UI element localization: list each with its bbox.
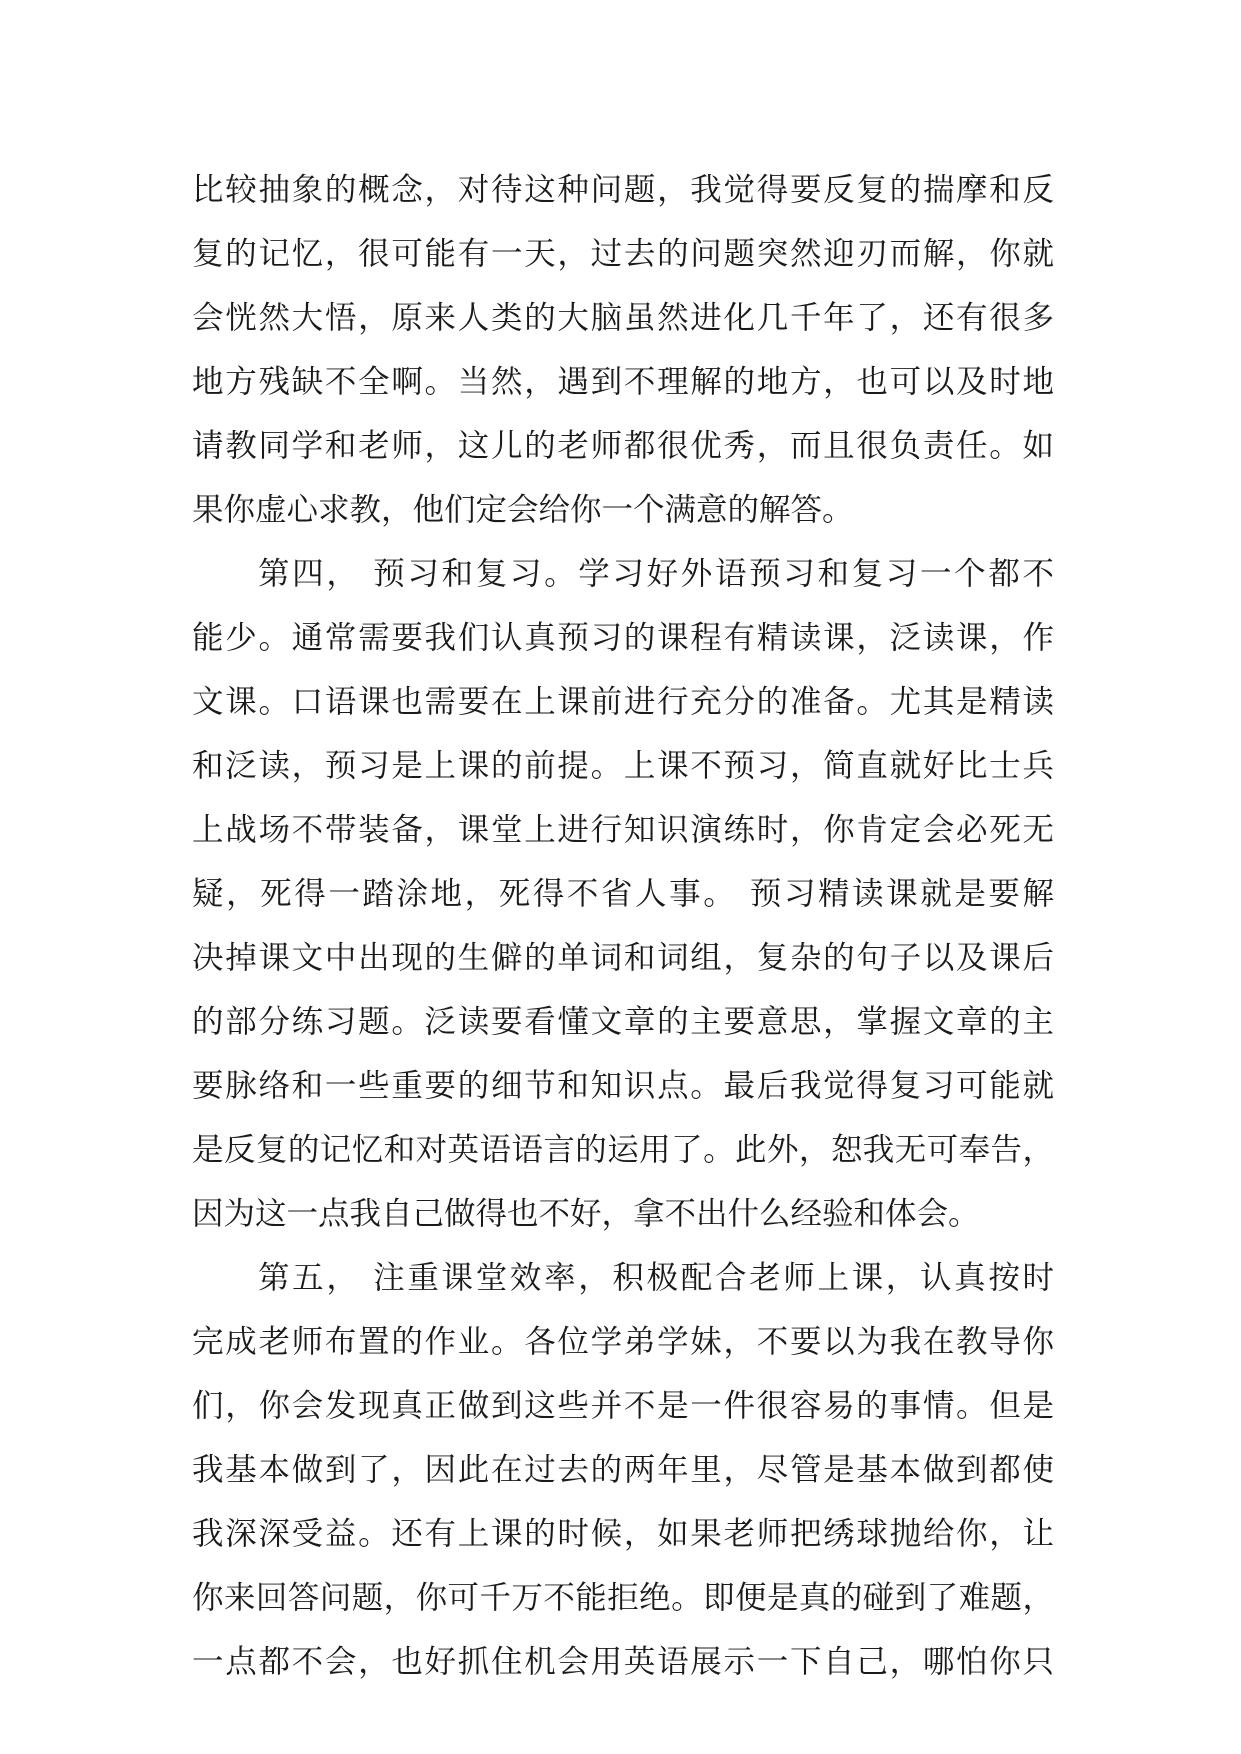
text-line: 能少。通常需要我们认真预习的课程有精读课，泛读课，作: [192, 620, 1054, 656]
text-line: 我深深受益。还有上课的时候，如果老师把绣球抛给你，让: [192, 1516, 1054, 1552]
text-line: 和泛读，预习是上课的前提。上课不预习，简直就好比士兵: [192, 748, 1054, 784]
body-text: [192, 158, 1054, 1694]
text-line: 的部分练习题。泛读要看懂文章的主要意思，掌握文章的主: [192, 1004, 1054, 1040]
text-line: 一点都不会，也好抓住机会用英语展示一下自己，哪怕你只: [192, 1644, 1054, 1680]
text-line: 疑，死得一踏涂地，死得不省人事。 预习精读课就是要解: [192, 876, 1054, 912]
text-line: 我基本做到了，因此在过去的两年里，尽管是基本做到都使: [192, 1452, 1054, 1488]
text-line: 决掉课文中出现的生僻的单词和词组，复杂的句子以及课后: [192, 940, 1054, 976]
text-line: 复的记忆，很可能有一天，过去的问题突然迎刃而解，你就: [192, 236, 1054, 272]
text-line: 果你虚心求教，他们定会给你一个满意的解答。: [192, 492, 854, 528]
text-line: 你来回答问题，你可千万不能拒绝。即便是真的碰到了难题，: [192, 1580, 1054, 1616]
text-line: 要脉络和一些重要的细节和知识点。最后我觉得复习可能就: [192, 1068, 1054, 1104]
text-line: 是反复的记忆和对英语语言的运用了。此外，恕我无可奉告，: [192, 1132, 1054, 1168]
text-line: 比较抽象的概念，对待这种问题，我觉得要反复的揣摩和反: [192, 172, 1054, 208]
paragraph-heading-line: 第四， 预习和复习。学习好外语预习和复习一个都不: [258, 556, 1054, 592]
text-line: 请教同学和老师，这儿的老师都很优秀，而且很负责任。如: [192, 428, 1054, 464]
text-line: 完成老师布置的作业。各位学弟学妹，不要以为我在教导你: [192, 1324, 1054, 1360]
text-line: 会恍然大悟，原来人类的大脑虽然进化几千年了，还有很多: [192, 300, 1054, 336]
text-line: 上战场不带装备，课堂上进行知识演练时，你肯定会必死无: [192, 812, 1054, 848]
text-line: 地方残缺不全啊。当然，遇到不理解的地方，也可以及时地: [192, 364, 1054, 400]
text-line: 们，你会发现真正做到这些并不是一件很容易的事情。但是: [192, 1388, 1054, 1424]
text-line: 文课。口语课也需要在上课前进行充分的准备。尤其是精读: [192, 684, 1054, 720]
text-line: 因为这一点我自己做得也不好，拿不出什么经验和体会。: [192, 1196, 980, 1232]
paragraph-heading-line: 第五， 注重课堂效率，积极配合老师上课，认真按时: [258, 1260, 1054, 1296]
